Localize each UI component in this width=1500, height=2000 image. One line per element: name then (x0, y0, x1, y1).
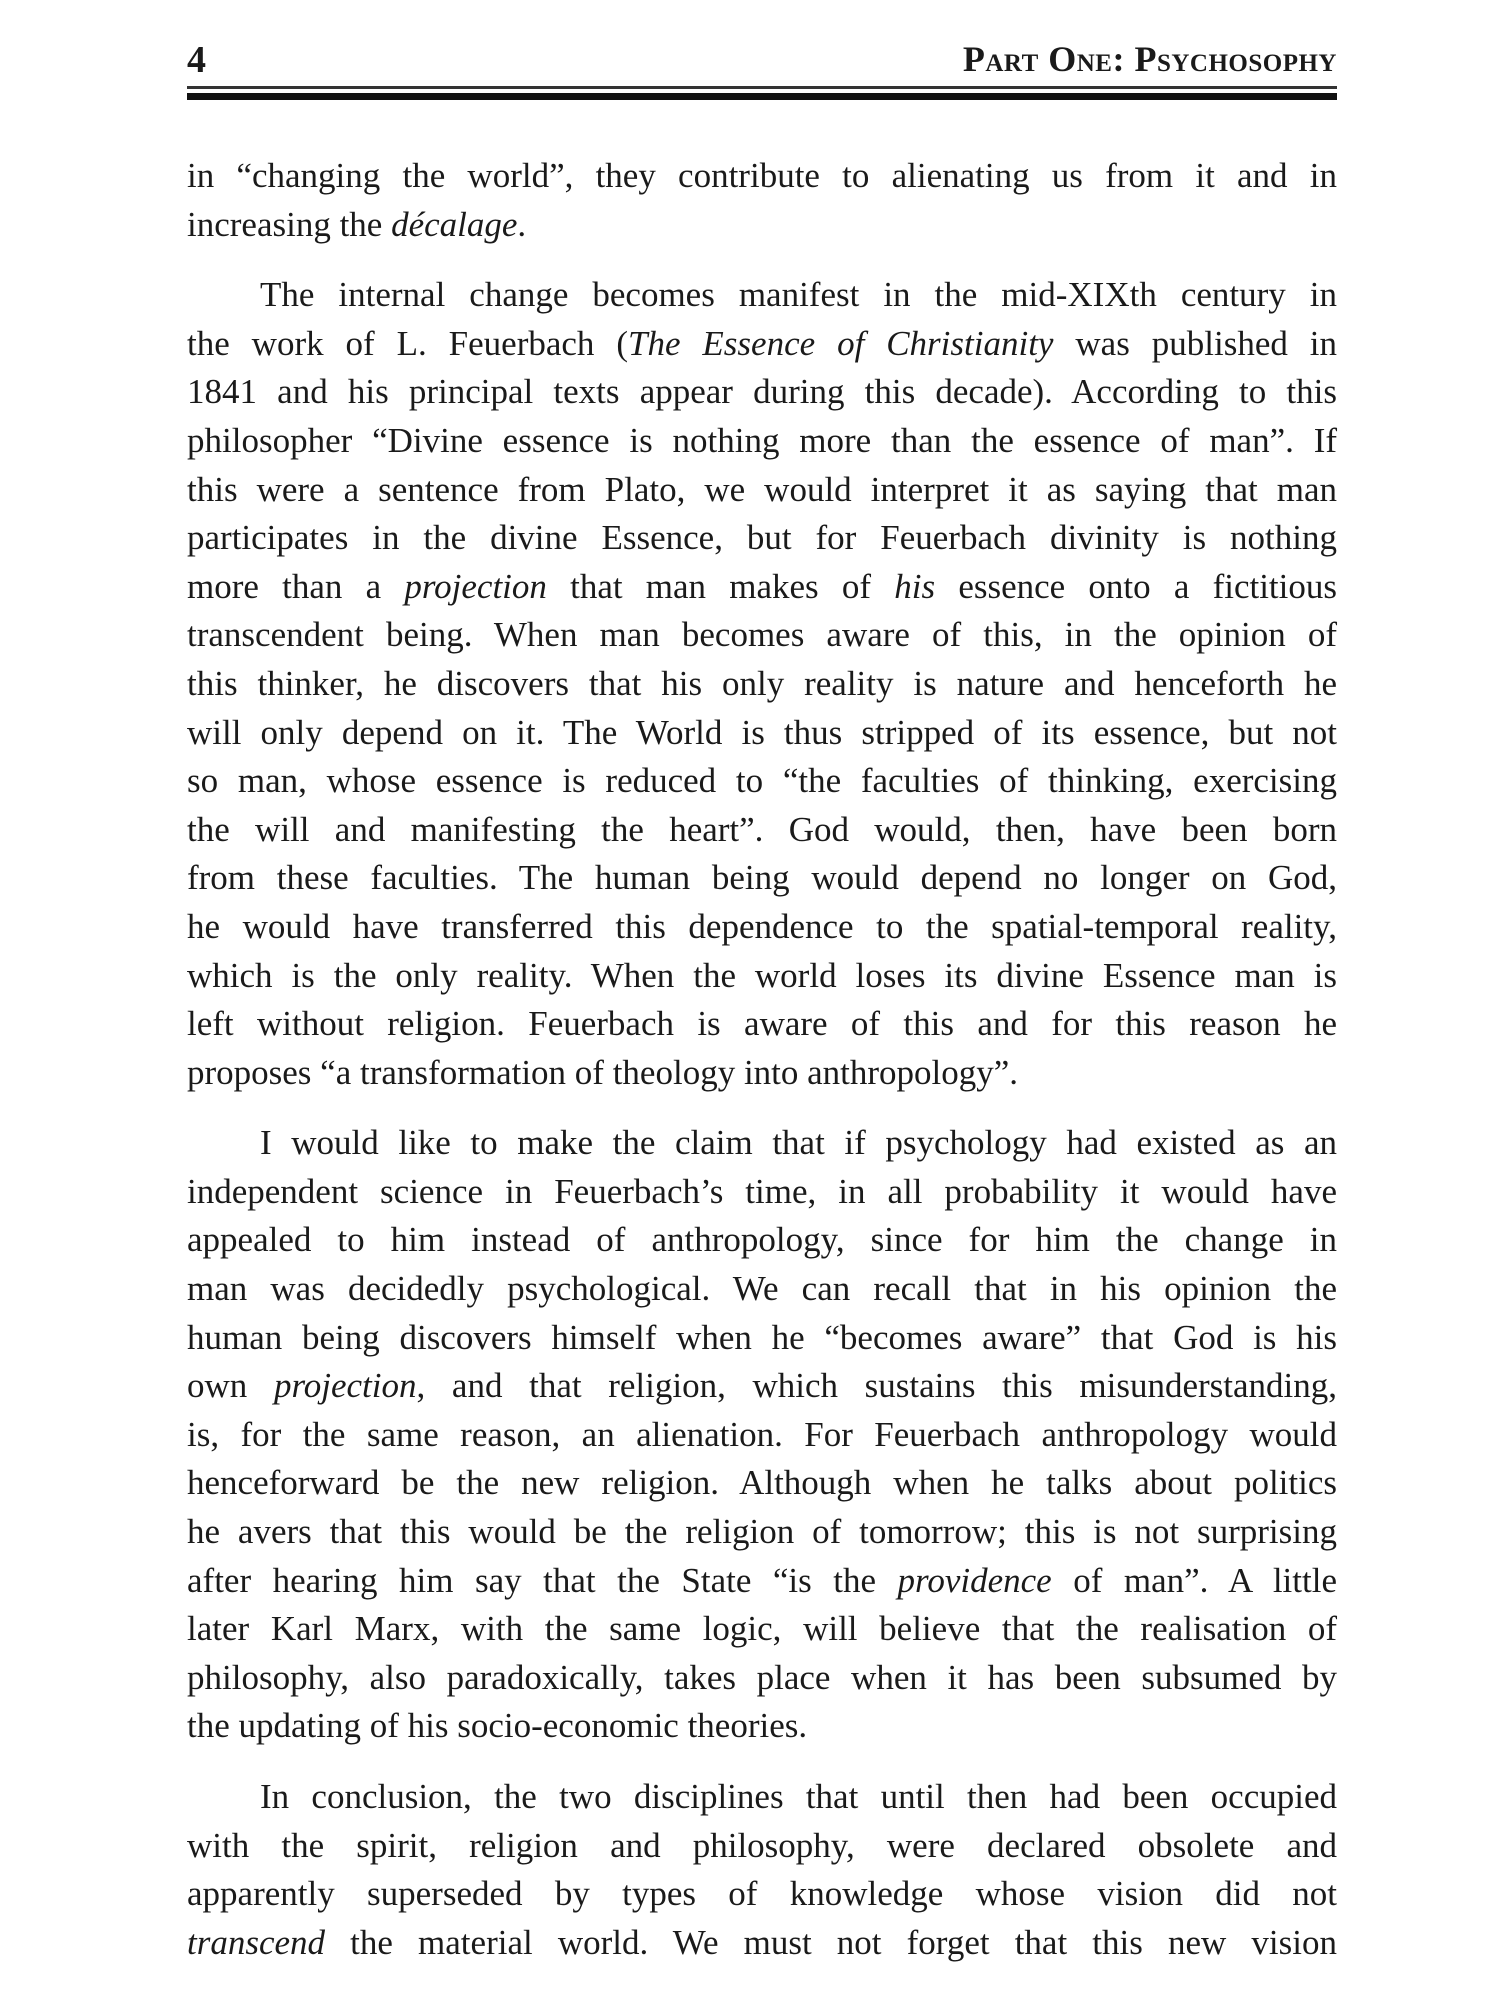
text: human being discovers himself when he “becomes aware” that God is his (187, 1317, 1337, 1357)
text-line (187, 709, 1337, 758)
text: , and that religion, which sustains this misunderstanding, (416, 1366, 1337, 1406)
text: The internal change becomes manifest in the mid-XIXth century in (260, 275, 1337, 315)
text-line (187, 1216, 1337, 1265)
text: was published in (1053, 323, 1337, 363)
text-line (187, 1459, 1337, 1508)
text: that man makes of (546, 566, 895, 606)
text: man was decidedly psychological. We can recall that in his opinion the (187, 1269, 1337, 1309)
page-number: 4 (187, 39, 206, 81)
text: from these faculties. The human being would depend no longer on God, (187, 858, 1337, 898)
text: the work of L. Feuerbach ( (187, 323, 628, 363)
text-line (187, 1557, 1337, 1606)
text: will only depend on it. The World is thus stripped of its essence, but not (187, 712, 1337, 752)
text: henceforward be the new religion. Although when he talks about politics (187, 1463, 1337, 1503)
text: essence onto a fictitious (935, 566, 1337, 606)
text: the will and manifesting the heart”. God would, then, have been born (187, 809, 1337, 849)
text: the updating of his socio-economic theories. (187, 1706, 808, 1746)
text-line (187, 1265, 1337, 1314)
italic-text: projection (404, 566, 547, 606)
text-line (187, 417, 1337, 466)
text-line (187, 1411, 1337, 1460)
text-line (187, 660, 1337, 709)
text: 1841 and his principal texts appear during this decade). According to this (187, 372, 1337, 412)
text-line (187, 1049, 1337, 1098)
text: he would have transferred this dependence to the spatial-temporal reality, (187, 906, 1337, 946)
text-line (187, 1362, 1337, 1411)
text: proposes “a transformation of theology into anthropology”. (187, 1052, 1019, 1092)
text-line (187, 320, 1337, 369)
paragraph (187, 1119, 1337, 1751)
text: participates in the divine Essence, but for Feuerbach divinity is nothing (187, 518, 1337, 558)
text: In conclusion, the two disciplines that until then had been occupied (260, 1777, 1337, 1816)
text-line (187, 1702, 1337, 1751)
text: this thinker, he discovers that his only reality is nature and henceforth he (187, 663, 1337, 703)
text: which is the only reality. When the world loses its divine Essence man is (187, 955, 1337, 995)
text: increasing the (187, 204, 392, 244)
text: philosopher “Divine essence is nothing more than the essence of man”. If (187, 420, 1337, 460)
header-rule-thin (187, 86, 1337, 89)
text: more than a (187, 566, 405, 606)
text-line (187, 1822, 1337, 1871)
text: I would like to make the claim that if psychology had existed as an (260, 1123, 1337, 1163)
text-line (187, 903, 1337, 952)
text-line (187, 1773, 1337, 1822)
text-line (187, 1508, 1337, 1557)
text-line (187, 1919, 1337, 1968)
text-line (187, 1314, 1337, 1363)
text-line (187, 152, 1337, 201)
italic-text: providence (897, 1560, 1052, 1600)
text: of man”. A little (1051, 1560, 1337, 1600)
text: with the spirit, religion and philosophy, were declared obsolete and (187, 1825, 1337, 1865)
text: own (187, 1366, 274, 1406)
text: so man, whose essence is reduced to “the faculties of thinking, exercising (187, 761, 1337, 801)
paragraph (187, 1773, 1337, 1967)
text: is, for the same reason, an alienation. For Feuerbach anthropology would (187, 1414, 1337, 1454)
text: he avers that this would be the religion of tomorrow; this is not surprising (187, 1512, 1337, 1552)
text-line (187, 854, 1337, 903)
paragraph (187, 152, 1337, 249)
italic-text: décalage (391, 204, 518, 244)
text: . (517, 204, 527, 244)
text-line (187, 806, 1337, 855)
italic-text: his (894, 566, 936, 606)
text-line (187, 757, 1337, 806)
text-line (187, 1119, 1337, 1168)
text: the material world. We must not forget that this new vision (325, 1922, 1337, 1962)
paragraph (187, 271, 1337, 1097)
text: in “changing the world”, they contribute to alienating us from it and in (187, 156, 1337, 195)
text-line (187, 201, 1337, 250)
text: philosophy, also paradoxically, takes place when it has been subsumed by (187, 1657, 1337, 1697)
text-line (187, 1654, 1337, 1703)
text: apparently superseded by types of knowledge whose vision did not (187, 1874, 1337, 1914)
text-line (187, 1605, 1337, 1654)
text: after hearing him say that the State “is the (187, 1560, 898, 1600)
text-line (187, 611, 1337, 660)
text: this were a sentence from Plato, we would interpret it as saying that man (187, 469, 1337, 509)
header-rule-thick (187, 93, 1337, 100)
text-line (187, 368, 1337, 417)
italic-text: The Essence of Christianity (628, 323, 1054, 363)
text: left without religion. Feuerbach is aware of this and for this reason he (187, 1004, 1337, 1044)
text: transcendent being. When man becomes aware of this, in the opinion of (187, 615, 1337, 655)
text-line (187, 1168, 1337, 1217)
text-line (187, 466, 1337, 515)
text-line (187, 514, 1337, 563)
italic-text: projection (273, 1366, 417, 1406)
text-line (187, 952, 1337, 1001)
body-text (187, 152, 1337, 1989)
text: independent science in Feuerbach’s time, in all probability it would have (187, 1171, 1337, 1211)
text-line (187, 1000, 1337, 1049)
text: later Karl Marx, with the same logic, will believe that the realisation of (187, 1609, 1337, 1649)
text-line (187, 1870, 1337, 1919)
text-line (187, 563, 1337, 612)
italic-text: transcend (187, 1922, 326, 1962)
text-line (187, 271, 1337, 320)
text: appealed to him instead of anthropology, since for him the change in (187, 1220, 1337, 1260)
running-head: Part One: Psychosophy (962, 39, 1337, 79)
